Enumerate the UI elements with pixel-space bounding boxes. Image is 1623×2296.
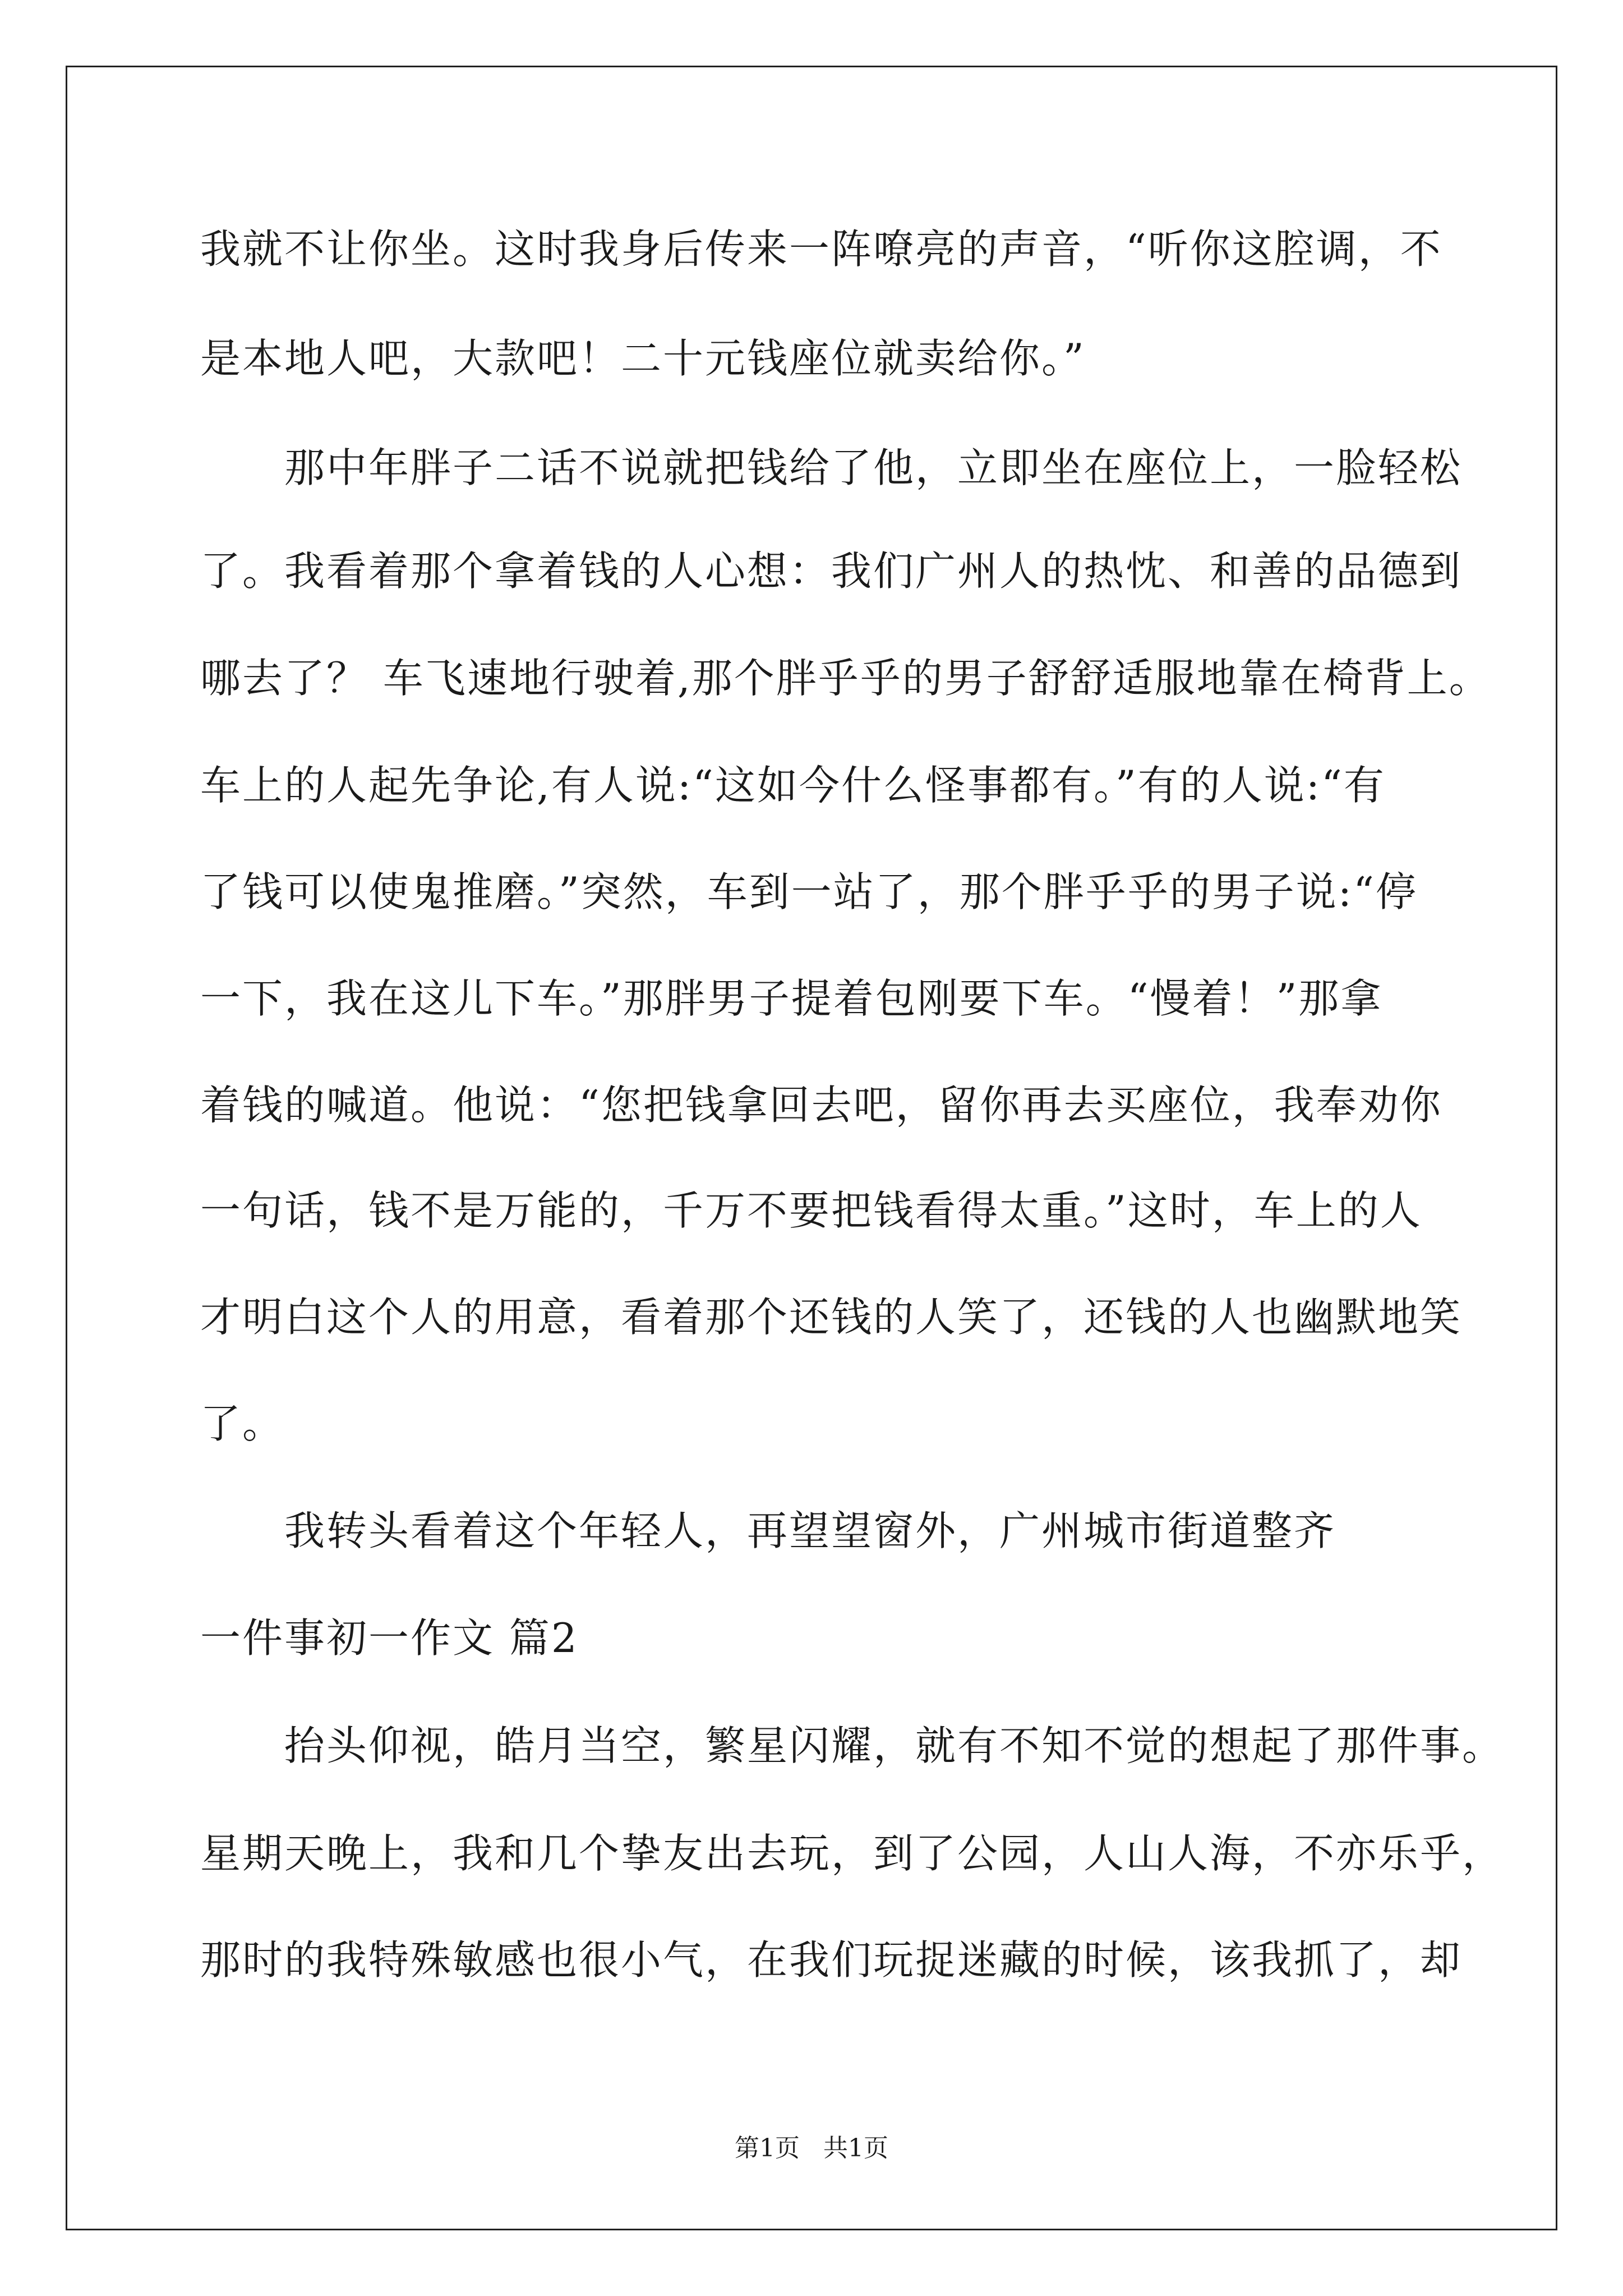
text-line: 才明白这个人的用意，看着那个还钱的人笑了，还钱的人也幽默地笑: [200, 1294, 1463, 1341]
page-border: [66, 66, 1557, 2230]
text-line: 了。我看着那个拿着钱的人心想：我们广州人的热忱、和善的品德到: [200, 547, 1463, 595]
text-line: 那时的我特殊敏感也很小气，在我们玩捉迷藏的时候，该我抓了，却: [200, 1936, 1463, 1984]
text-line: 了钱可以使鬼推磨。”突然，车到一站了，那个胖乎乎的男子说:“停: [200, 868, 1418, 915]
text-line: 那中年胖子二话不说就把钱给了他，立即坐在座位上，一脸轻松: [200, 444, 1463, 491]
text-line: 抬头仰视，皓月当空，繁星闪耀，就有不知不觉的想起了那件事。: [200, 1722, 1505, 1769]
page-footer: 第1页 共1页: [735, 2134, 888, 2162]
text-line: 星期天晚上，我和几个挚友出去玩，到了公园，人山人海，不亦乐乎，: [200, 1830, 1505, 1877]
text-line: 一句话，钱不是万能的，千万不要把钱看得太重。”这时，车上的人: [200, 1187, 1422, 1234]
text-line: 是本地人吧，大款吧！二十元钱座位就卖给你。”: [200, 335, 1086, 382]
text-line: 哪去了？ 车飞速地行驶着,那个胖乎乎的男子舒舒适服地靠在椅背上。: [200, 655, 1491, 702]
text-line: 了。: [200, 1400, 285, 1447]
section-heading: 一件事初一作文 篇2: [200, 1614, 579, 1662]
text-line: 一下，我在这儿下车。”那胖男子提着包刚要下车。“慢着！”那拿: [200, 975, 1383, 1022]
text-line: 车上的人起先争论,有人说:“这如今什么怪事都有。”有的人说:“有: [200, 762, 1386, 809]
text-line: 我转头看着这个年轻人，再望望窗外，广州城市街道整齐: [200, 1507, 1336, 1554]
text-line: 我就不让你坐。这时我身后传来一阵嘹亮的声音，“听你这腔调，不: [200, 226, 1442, 273]
text-line: 着钱的喊道。他说：“您把钱拿回去吧，留你再去买座位，我奉劝你: [200, 1082, 1442, 1129]
